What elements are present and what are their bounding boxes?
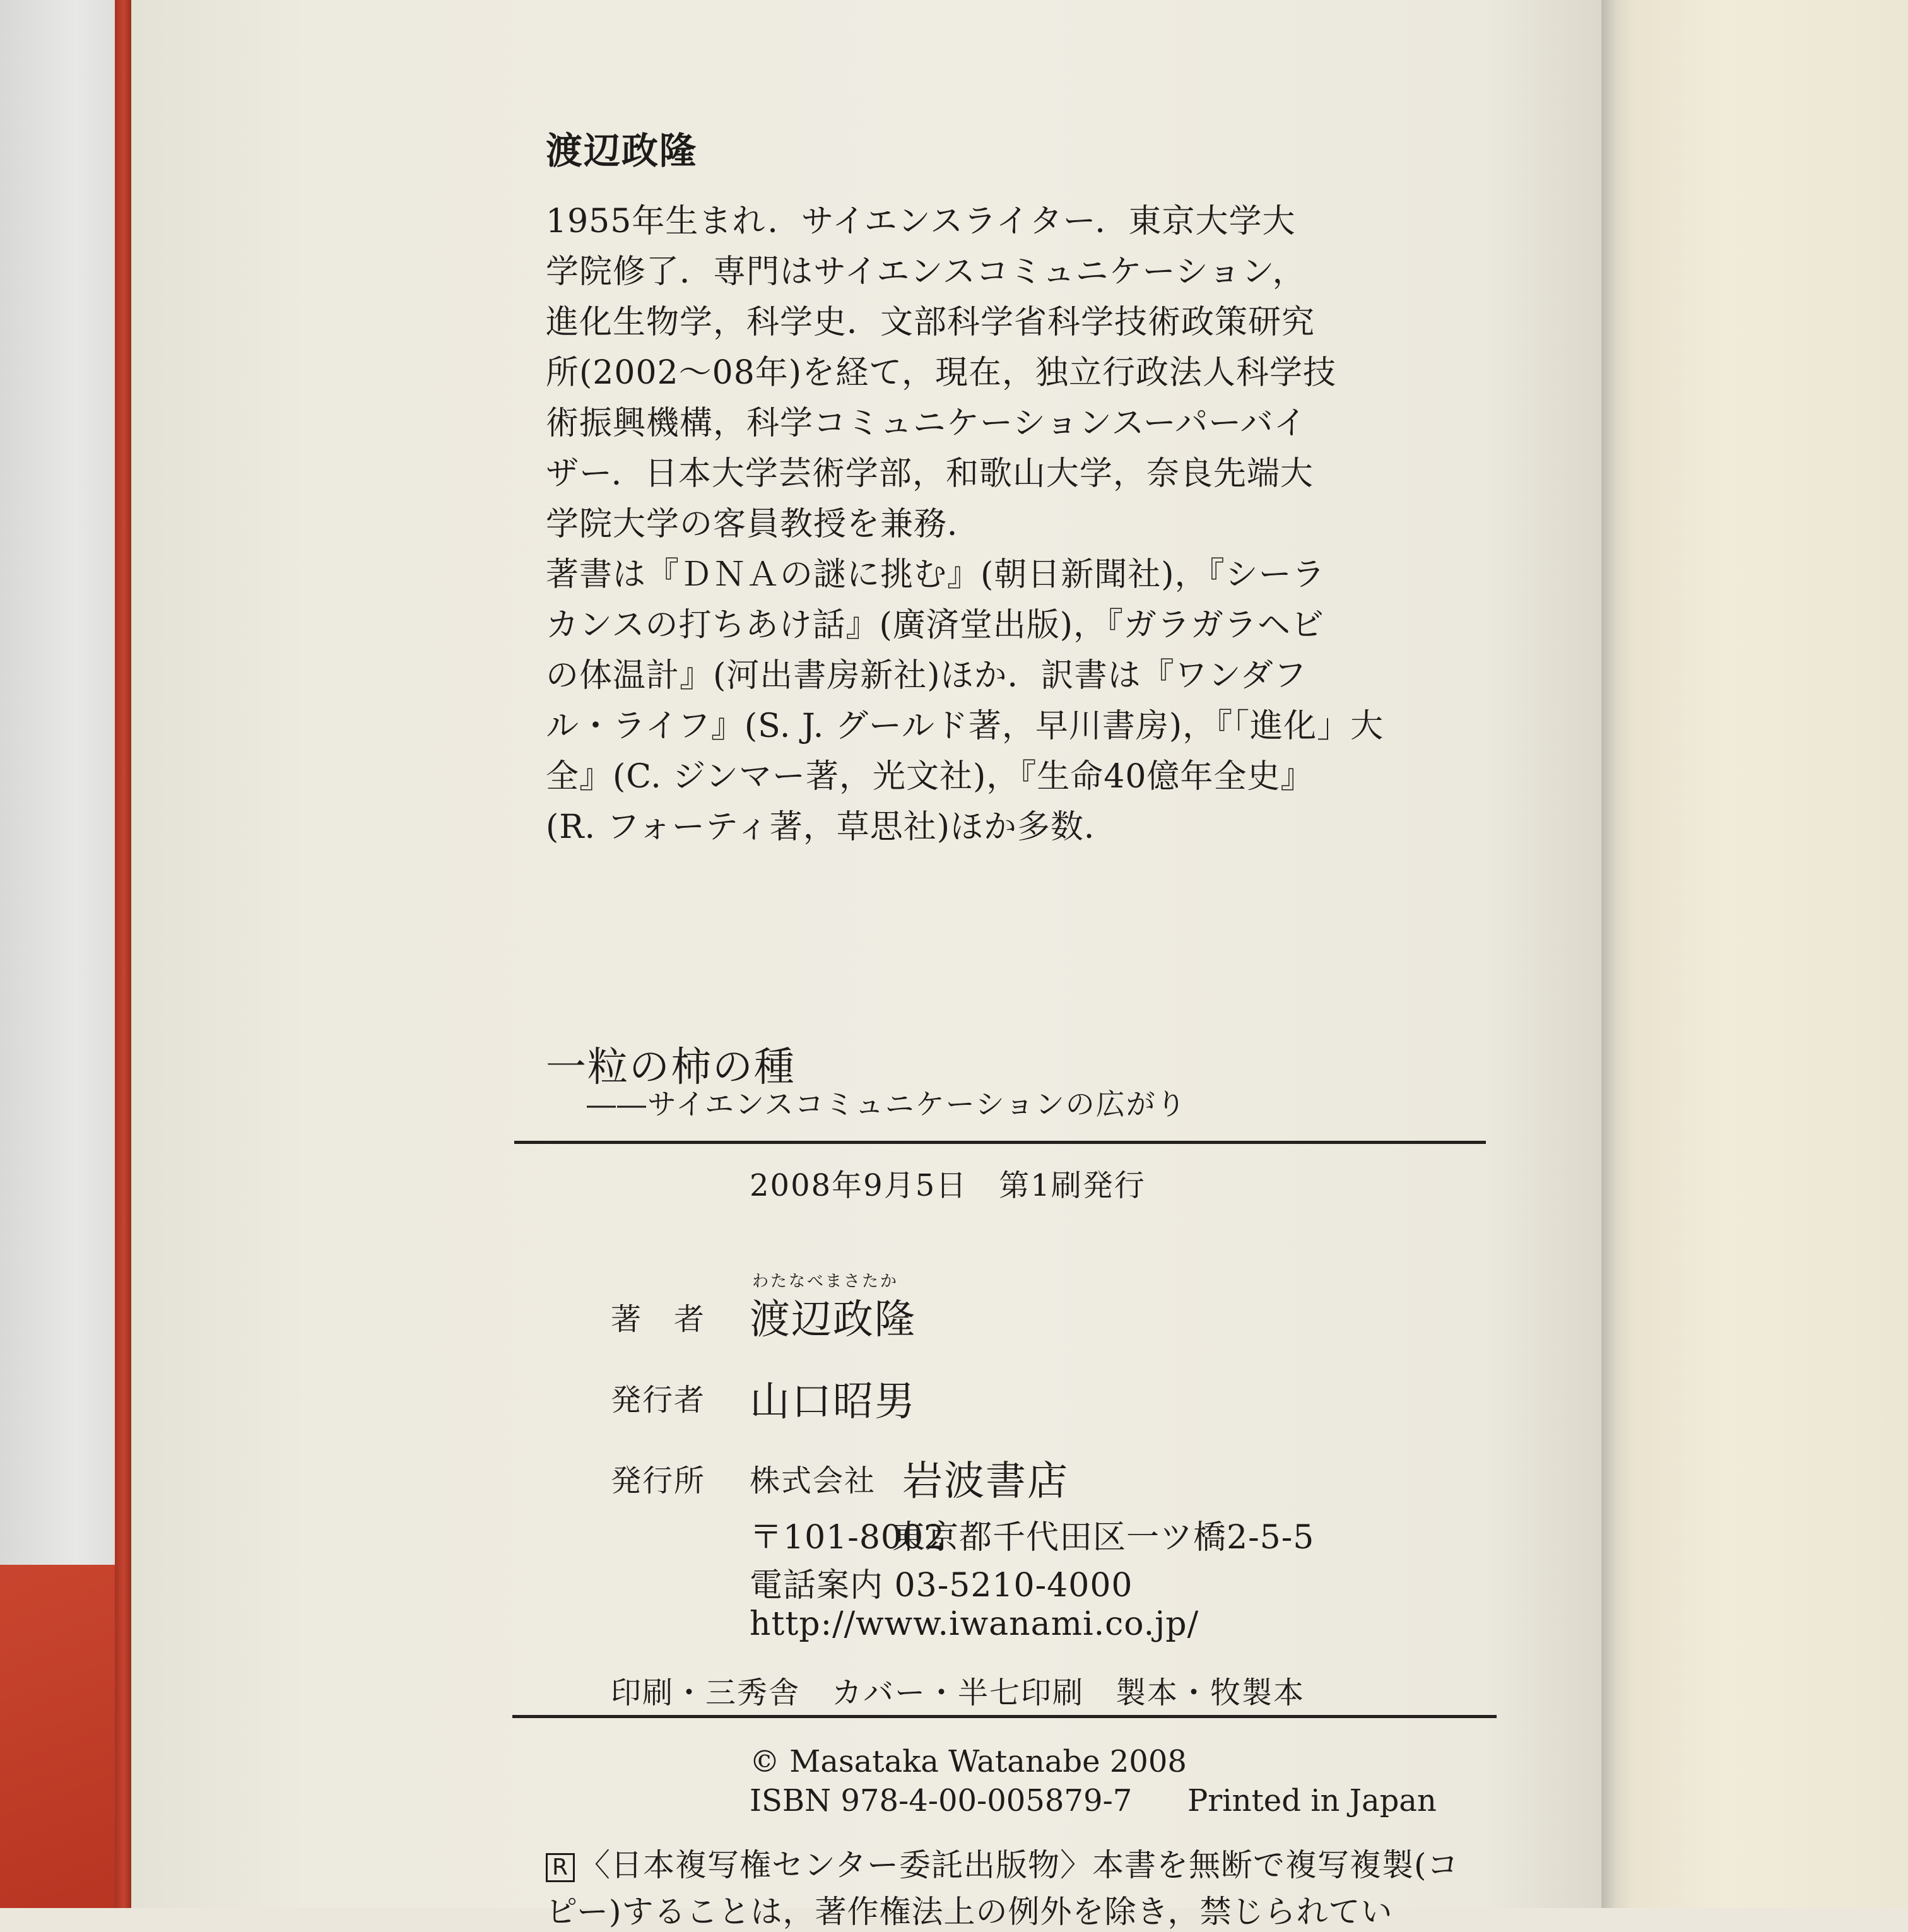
phone: 電話案内 03-5210-4000 <box>750 1567 1133 1605</box>
author-ruby: わたなべまさたか <box>752 1272 899 1291</box>
notice-text: 〈日本複写権センター委託出版物〉本書を無断で複写複製(コ <box>579 1847 1459 1883</box>
bio-line: 学院修了．専門はサイエンスコミュニケーション， <box>546 253 1306 291</box>
bio-line: の体温計』(河出書房新社)ほか．訳書は『ワンダフ <box>546 657 1307 695</box>
book-title: 一粒の柿の種 <box>546 1044 796 1091</box>
adjacent-page <box>1601 0 1908 1908</box>
author-name: 渡辺政隆 <box>750 1297 916 1343</box>
bio-line: (R. フォーティ著，草思社)ほか多数． <box>546 808 1118 846</box>
bio-line: 所(2002〜08年)を経て，現在，独立行政法人科学技 <box>546 354 1337 392</box>
copyright: © Masataka Watanabe 2008 <box>750 1744 1187 1779</box>
book-subtitle: ――サイエンスコミュニケーションの広がり <box>587 1087 1187 1121</box>
copy-notice-line: ピー)することは，著作権法上の例外を除き，禁じられてい <box>546 1894 1393 1930</box>
bio-line: カンスの打ちあけ話』(廣済堂出版)，『ガラガラヘビ <box>546 606 1325 644</box>
book-cover-red-band <box>0 1565 126 1908</box>
bio-line: 術振興機構，科学コミュニケーションスーパーバイ <box>546 404 1307 442</box>
company-prefix: 株式会社 <box>750 1463 876 1499</box>
isbn: ISBN 978-4-00-005879-7 <box>750 1783 1133 1818</box>
bio-line: 進化生物学，科学史．文部科学省科学技術政策研究 <box>546 303 1316 341</box>
postal-code: 〒101-8002 <box>750 1519 946 1557</box>
publisher-person-label: 発行者 <box>611 1382 706 1418</box>
website-url: http://www.iwanami.co.jp/ <box>750 1605 1199 1643</box>
bio-line: ザー．日本大学芸術学部，和歌山大学，奈良先端大 <box>546 455 1314 493</box>
author-label: 著 者 <box>611 1302 706 1337</box>
bio-line: 学院大学の客員教授を兼務． <box>546 505 981 543</box>
publisher-person: 山口昭男 <box>750 1379 916 1425</box>
issue-date: 2008年9月5日 第1刷発行 <box>750 1168 1146 1203</box>
bottom-rule <box>512 1715 1497 1718</box>
copy-notice-line <box>546 1840 1459 1885</box>
printed-in: Printed in Japan <box>1187 1783 1437 1818</box>
publisher-label: 発行所 <box>611 1463 706 1499</box>
bio-line: ル・ライフ』(S. J. グールド著，早川書房)，『「進化」大 <box>546 707 1384 745</box>
printing-credits: 印刷・三秀舎 カバー・半七印刷 製本・牧製本 <box>611 1675 1305 1711</box>
company-name: 岩波書店 <box>902 1458 1069 1505</box>
bio-line: 1955年生まれ．サイエンスライター．東京大学大 <box>546 203 1296 240</box>
bio-line: 著書は『ＤＮＡの謎に挑む』(朝日新聞社)，『シーラ <box>546 556 1326 594</box>
book-cover-red-edge <box>115 0 131 1908</box>
bio-author-name: 渡辺政隆 <box>546 129 698 172</box>
address: 東京都千代田区一ツ橋2-5-5 <box>892 1519 1315 1557</box>
top-rule <box>514 1141 1486 1144</box>
bio-line: 全』(C. ジンマー著，光文社)，『生命40億年全史』 <box>546 758 1314 796</box>
r-mark-icon: R <box>546 1853 575 1882</box>
